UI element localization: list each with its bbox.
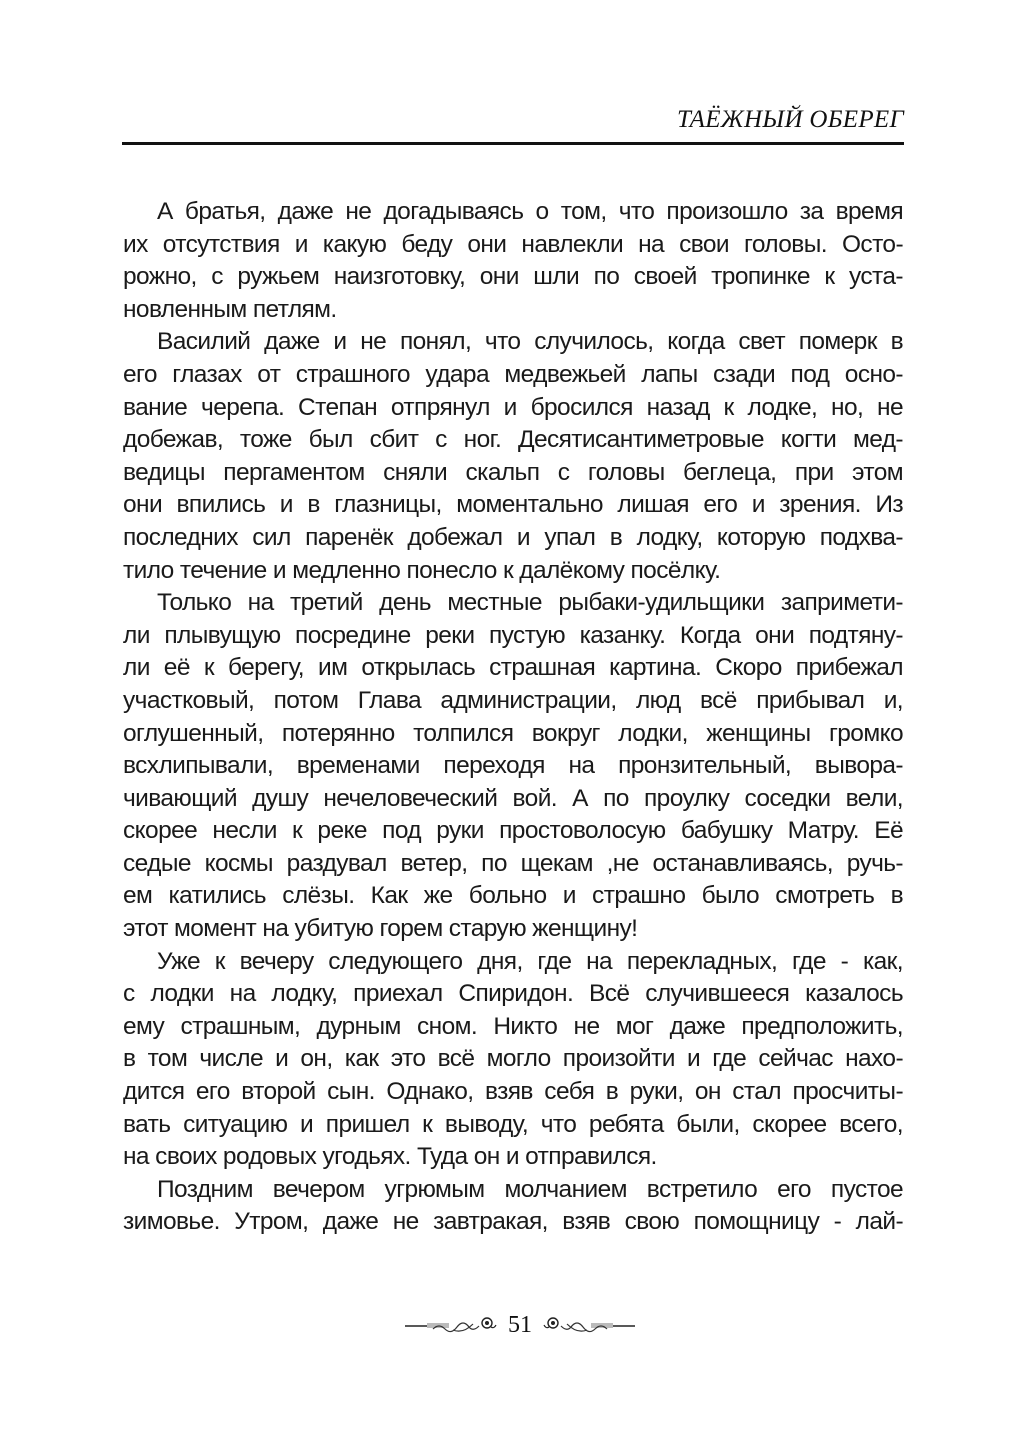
text-line: на своих родовых угодьях. Туда он и отправился. <box>123 1143 657 1171</box>
text-line: ли плывущую посредине реки пустую казанку. Когда они подтяну- <box>123 621 903 649</box>
text-line: всхлипывали, временами переходя на пронзительный, вывора- <box>123 752 903 780</box>
text-line: седые космы раздувал ветер, по щекам ,не останавливаясь, ручь- <box>123 849 903 877</box>
text-line: его глазах от страшного удара медвежьей лапы сзади под осно- <box>123 360 903 388</box>
text-line: рожно, с ружьем наизготовку, они шли по своей тропинке к уста- <box>123 263 903 291</box>
paragraph <box>123 196 903 326</box>
paragraph <box>123 326 903 587</box>
text-line: дится его второй сын. Однако, взяв себя в руки, он стал просчиты- <box>123 1078 903 1106</box>
text-line: участковый, потом Глава администрации, люд всё прибывал и, <box>123 686 903 714</box>
text-line: Поздним вечером угрюмым молчанием встретило его пустое <box>157 1175 903 1203</box>
text-line: новленным петлям. <box>123 295 337 323</box>
text-line: ли её к берегу, им открылась страшная картина. Скоро прибежал <box>123 654 903 682</box>
text-line: А братья, даже не догадываясь о том, что произошло за время <box>157 198 903 225</box>
paragraph <box>123 587 903 946</box>
text-line: добежав, тоже был сбит с ног. Десятисантиметровые когти мед- <box>123 426 903 454</box>
text-line: этот момент на убитую горем старую женщину! <box>123 915 638 943</box>
text-line: вание черепа. Степан отпрянул и бросился назад к лодке, но, не <box>123 393 903 421</box>
text-line: тило течение и медленно понесло к далёкому посёлку. <box>123 556 721 584</box>
text-line: ведицы пергаментом сняли скальп с головы беглеца, при этом <box>123 458 903 486</box>
text-line: оглушенный, потерянно толпился вокруг лодки, женщины громко <box>123 719 903 747</box>
body-text <box>123 196 903 1239</box>
text-line: вать ситуацию и пришел к выводу, что ребята были, скорее всего, <box>123 1110 903 1138</box>
text-line: их отсутствия и какую беду они навлекли на свои головы. Осто- <box>123 230 903 258</box>
floral-flourish-left-icon <box>403 1313 498 1337</box>
header-rule <box>122 142 904 145</box>
text-line: ему страшным, дурным сном. Никто не мог даже предположить, <box>123 1012 903 1040</box>
running-header-title: ТАЁЖНЫЙ ОБЕРЕГ <box>677 106 904 133</box>
text-line: последних сил паренёк добежал и упал в лодку, которую подхва- <box>123 523 903 551</box>
paragraph <box>123 1174 903 1239</box>
page-footer <box>380 1305 660 1345</box>
paragraph <box>123 946 903 1174</box>
page-number: 51 <box>508 1311 532 1338</box>
text-line: с лодки на лодку, приехал Спиридон. Всё случившееся казалось <box>123 980 903 1008</box>
text-line: зимовье. Утром, даже не завтракая, взяв свою помощницу - лай- <box>123 1208 903 1236</box>
text-line: скорее несли к реке под руки простоволосую бабушку Матру. Её <box>123 817 903 845</box>
text-line: Только на третий день местные рыбаки-удильщики запримети- <box>157 589 903 617</box>
text-line: в том числе и он, как это всё могло произойти и где сейчас нахо- <box>123 1045 903 1073</box>
text-line: ем катились слёзы. Как же больно и страшно было смотреть в <box>123 882 903 910</box>
text-line: Василий даже и не понял, что случилось, когда свет померк в <box>157 328 903 356</box>
text-line: чивающий душу нечеловеческий вой. А по проулку соседки вели, <box>123 784 903 812</box>
text-line: Уже к вечеру следующего дня, где на перекладных, где - как, <box>157 947 903 975</box>
floral-flourish-right-icon <box>542 1313 637 1337</box>
text-line: они впились и в глазницы, моментально лишая его и зрения. Из <box>123 491 903 519</box>
